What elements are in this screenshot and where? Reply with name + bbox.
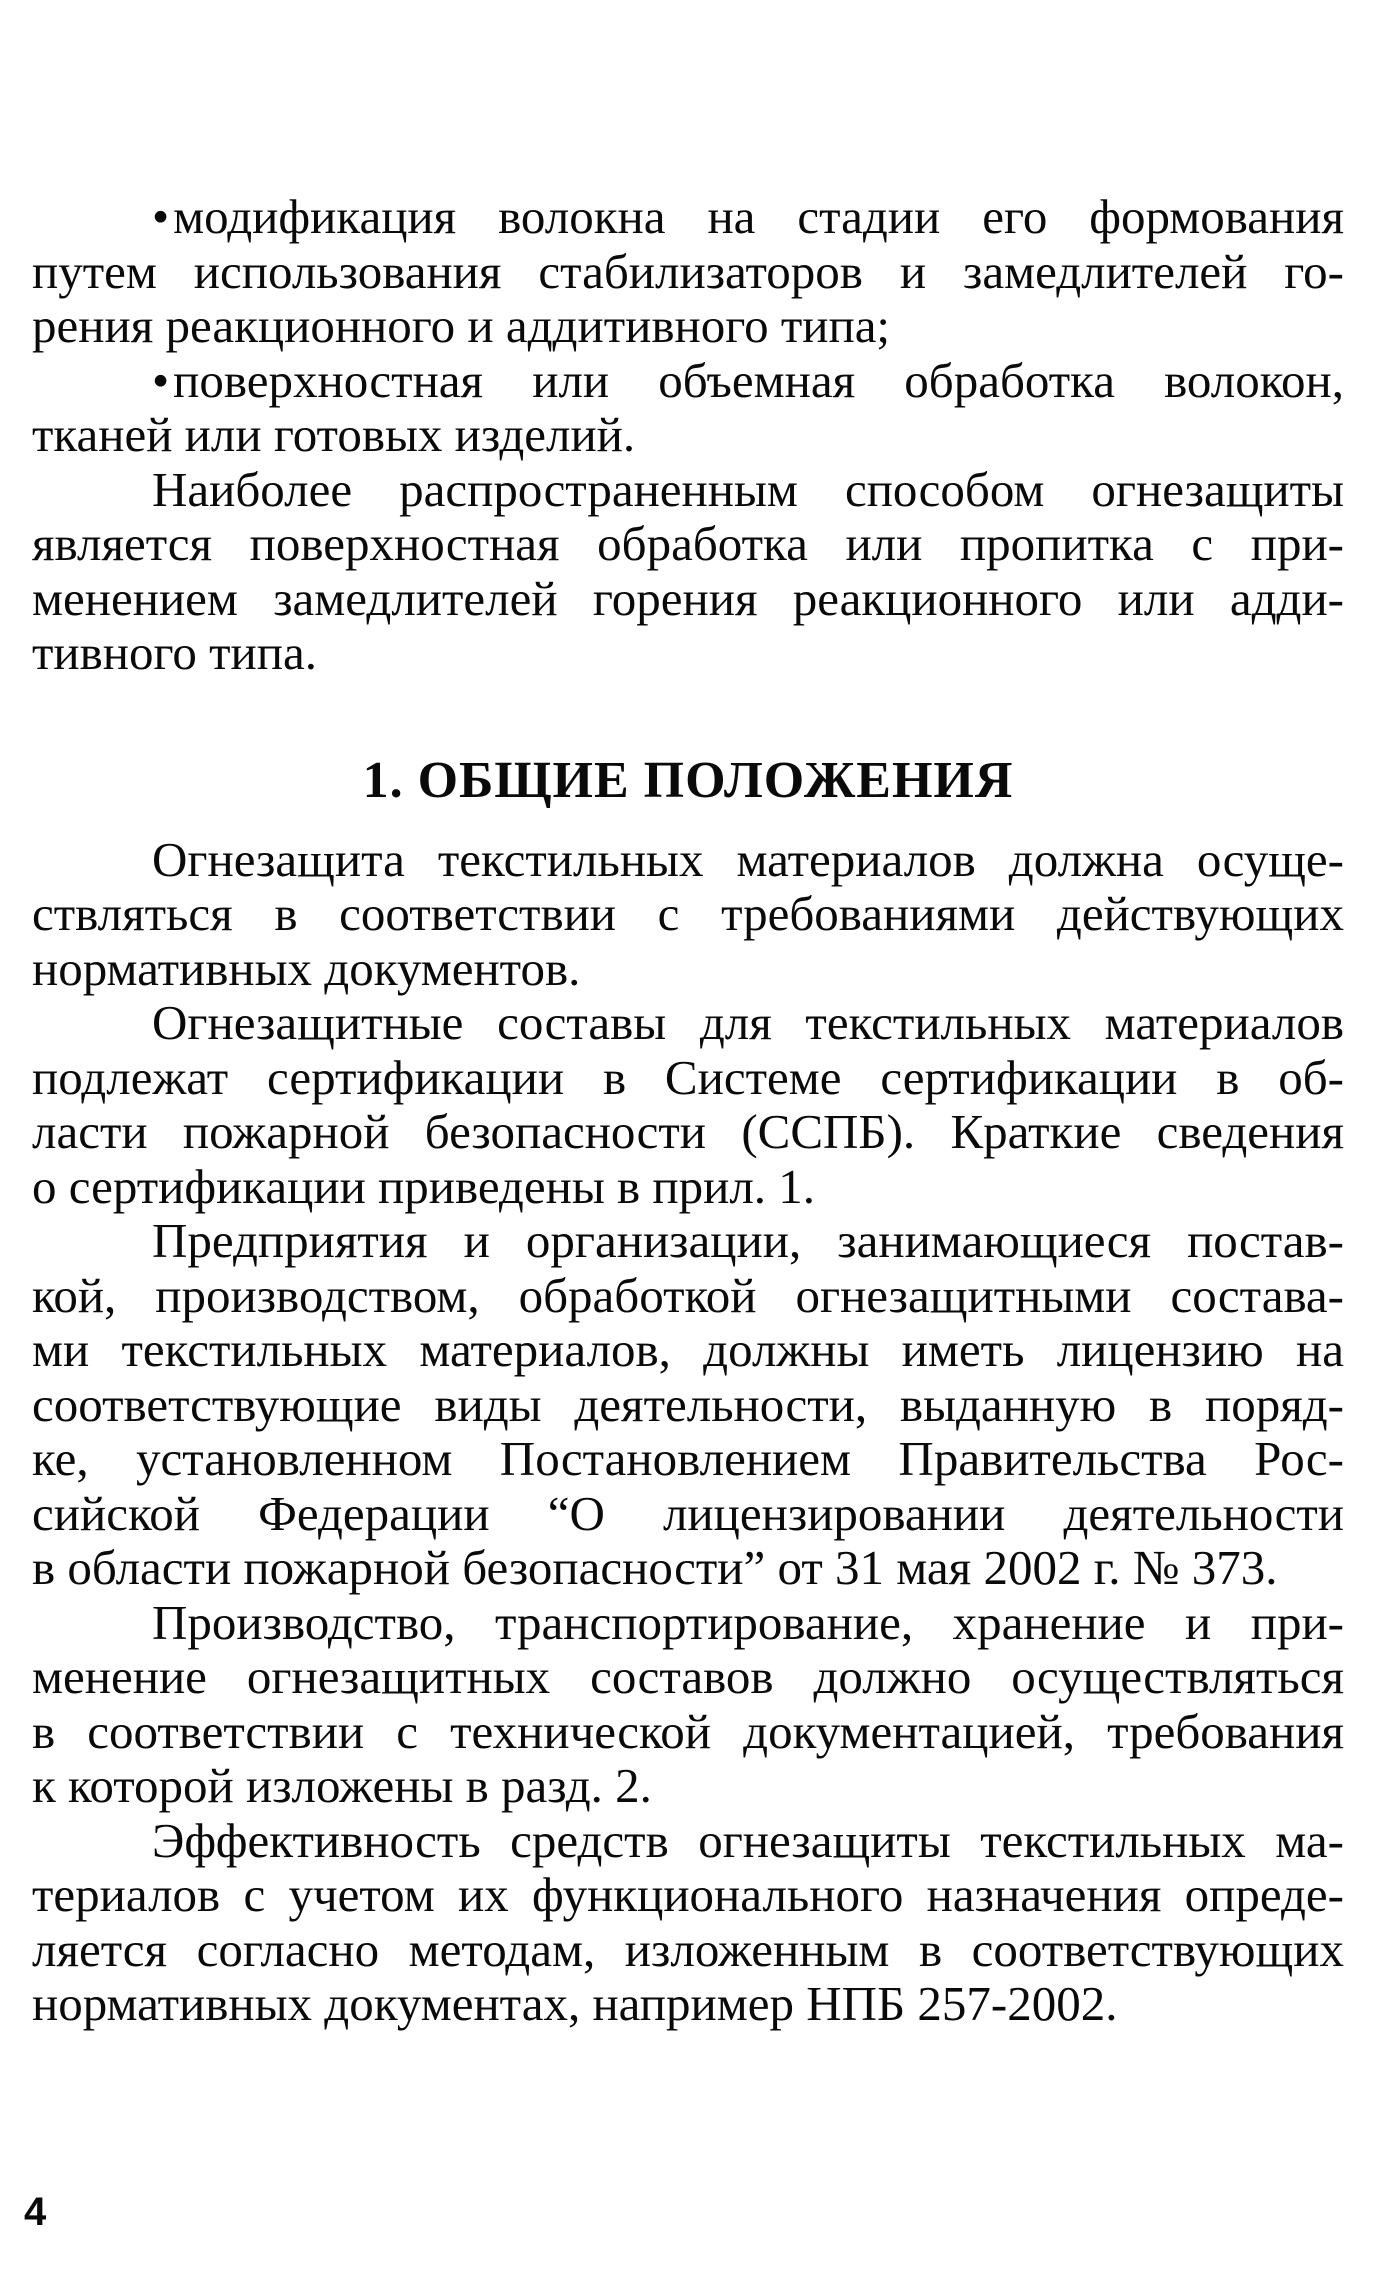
text-line: ляется согласно методам, изложенным в соответствующих (32, 1921, 1344, 1977)
text-line: Наиболее распространенным способом огнезащиты (152, 461, 1344, 517)
paragraph (32, 1596, 1344, 1814)
text-line: нормативных документов. (32, 940, 581, 996)
text-line: ке, установленном Постановлением Правительства Рос- (32, 1431, 1344, 1486)
text-line: модификация волокна на стадии его формования (173, 189, 1344, 244)
text-line: является поверхностная обработка или пропитка с при- (32, 516, 1344, 571)
bullet-item (32, 190, 1344, 354)
text-line: ствляться в соответствии с требованиями действующих (32, 886, 1344, 941)
text-line: тканей или готовых изделий. (32, 407, 636, 462)
text-line: о сертификации приведены в прил. 1. (32, 1158, 816, 1214)
text-line: подлежат сертификации в Системе сертификации в об- (32, 1049, 1344, 1105)
paragraph (32, 1814, 1344, 2032)
text-line: рения реакционного и аддитивного типа; (32, 298, 891, 353)
text-line: Эффективность средств огнезащиты текстильных ма- (152, 1812, 1344, 1868)
text-line: менением замедлителей горения реакционного или адди- (32, 570, 1344, 626)
page-number: 4 (24, 2190, 47, 2234)
text-line: териалов с учетом их функционального назначения опреде- (32, 1867, 1344, 1922)
text-line: поверхностная или объемная обработка волокон, (173, 352, 1344, 408)
text-line: Огнезащита текстильных материалов должна осуще- (152, 831, 1344, 887)
text-line: ми текстильных материалов, должны иметь лицензию на (32, 1322, 1344, 1377)
text-line: Огнезащитные составы для текстильных материалов (152, 995, 1344, 1050)
text-line: путем использования стабилизаторов и замедлителей го- (32, 243, 1344, 299)
text-line: к которой изложены в разд. 2. (32, 1758, 652, 1813)
text-column (32, 190, 1344, 2032)
text-line: Производство, транспортирование, хранение и при- (152, 1594, 1344, 1650)
text-line: Предприятия и организации, занимающиеся постав- (152, 1213, 1344, 1268)
paragraph (32, 833, 1344, 997)
section-heading: 1. ОБЩИЕ ПОЛОЖЕНИЯ (362, 751, 1014, 809)
text-line: в области пожарной безопасности” от 31 мая 2002 г. № 373. (32, 1540, 1278, 1595)
text-line: ласти пожарной безопасности (ССПБ). Краткие сведения (32, 1104, 1344, 1159)
text-line: менение огнезащитных составов должно осуществляться (32, 1649, 1344, 1704)
bullet-icon: • (152, 352, 170, 408)
text-line: тивного типа. (32, 625, 317, 680)
bullet-icon: • (152, 189, 170, 244)
text-line: соответствующие виды деятельности, выданную в поряд- (32, 1376, 1344, 1432)
paragraph (32, 1214, 1344, 1596)
paragraph (32, 996, 1344, 1214)
text-line: сийской Федерации “О лицензировании деятельности (32, 1485, 1344, 1541)
paragraph (32, 463, 1344, 681)
text-line: кой, производством, обработкой огнезащитными состава- (32, 1267, 1344, 1323)
text-line: в соответствии с технической документацией, требования (32, 1703, 1344, 1759)
text-line: нормативных документах, например НПБ 257-2002. (32, 1976, 1118, 2031)
bullet-item (32, 354, 1344, 463)
